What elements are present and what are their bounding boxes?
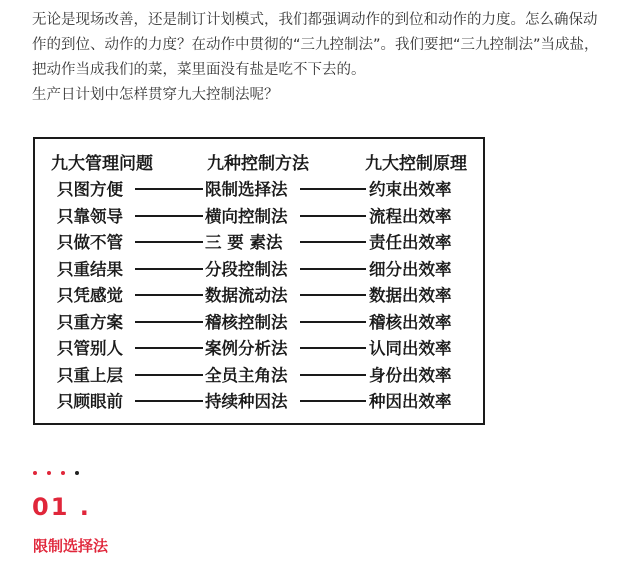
- control-methods-table-image: [33, 137, 485, 425]
- row-problem: 只靠领导: [57, 206, 123, 226]
- row-problem: 只重结果: [57, 259, 123, 279]
- connector-line: [135, 241, 203, 243]
- connector-line: [300, 374, 366, 376]
- row-problem: 只重上层: [57, 365, 123, 385]
- table-row: [35, 176, 483, 203]
- row-principle: 责任出效率: [369, 233, 452, 252]
- row-method: 三 要 素法: [205, 233, 283, 252]
- connector-line: [135, 215, 203, 217]
- connector-line: [135, 374, 203, 376]
- table-row: [35, 335, 483, 362]
- row-method: 稽核控制法: [205, 312, 288, 332]
- connector-line: [135, 347, 203, 349]
- dot-icon: [61, 471, 65, 475]
- row-method: 数据流动法: [205, 286, 288, 305]
- row-method: 全员主角法: [205, 365, 288, 385]
- table-row: [35, 282, 483, 309]
- table-row: [35, 229, 483, 256]
- row-principle: 稽核出效率: [369, 312, 452, 332]
- header-management-problems: 九大管理问题: [51, 154, 153, 174]
- connector-line: [300, 241, 366, 243]
- connector-line: [300, 188, 366, 190]
- table-row: [35, 256, 483, 283]
- connector-line: [300, 321, 366, 323]
- connector-line: [135, 268, 203, 270]
- row-problem: 只图方便: [57, 180, 123, 199]
- row-method: 限制选择法: [205, 180, 288, 199]
- row-principle: 身份出效率: [369, 365, 452, 385]
- connector-line: [135, 321, 203, 323]
- connector-line: [300, 347, 366, 349]
- table-row: [35, 362, 483, 389]
- row-problem: 只重方案: [57, 312, 123, 332]
- intro-question: 生产日计划中怎样贯穿九大控制法呢？: [32, 87, 279, 103]
- row-problem: 只做不管: [57, 233, 123, 252]
- intro-paragraph: 无论是现场改善，还是制订计划模式，我们都强调动作的到位和动作的力度。怎么确保动作的到位、动作的力度？在动作中贯彻的“三九控制法”。我们要把“三九控制法”当成盐，把动作当成我们的菜，菜里面没有盐是吃不下去的。: [32, 12, 599, 78]
- section-title: 限制选择法: [33, 537, 109, 555]
- table-header: [35, 149, 483, 173]
- header-control-methods: 九种控制方法: [207, 154, 309, 174]
- intro-text: [32, 8, 602, 108]
- row-method: 分段控制法: [205, 259, 288, 279]
- row-problem: 只凭感觉: [57, 286, 123, 305]
- row-principle: 种因出效率: [369, 392, 452, 411]
- connector-line: [300, 294, 366, 296]
- row-principle: 约束出效率: [369, 180, 452, 199]
- row-principle: 细分出效率: [369, 259, 452, 279]
- dot-icon: [33, 471, 37, 475]
- connector-line: [300, 400, 366, 402]
- table-row: [35, 388, 483, 415]
- table-row: [35, 203, 483, 230]
- row-problem: 只顾眼前: [57, 392, 123, 411]
- dot-icon: [47, 471, 51, 475]
- table-row: [35, 309, 483, 336]
- connector-line: [135, 188, 203, 190]
- connector-line: [135, 400, 203, 402]
- table-body: [35, 176, 483, 415]
- row-method: 案例分析法: [205, 339, 288, 358]
- row-principle: 认同出效率: [369, 339, 452, 358]
- row-principle: 数据出效率: [369, 286, 452, 305]
- connector-line: [300, 215, 366, 217]
- header-control-principles: 九大控制原理: [365, 154, 467, 174]
- connector-line: [135, 294, 203, 296]
- row-method: 横向控制法: [205, 206, 288, 226]
- row-method: 持续种因法: [205, 392, 288, 411]
- row-problem: 只管别人: [57, 339, 123, 358]
- row-principle: 流程出效率: [369, 206, 452, 226]
- connector-line: [300, 268, 366, 270]
- section-number: 01 .: [32, 493, 91, 521]
- dot-icon: [75, 471, 79, 475]
